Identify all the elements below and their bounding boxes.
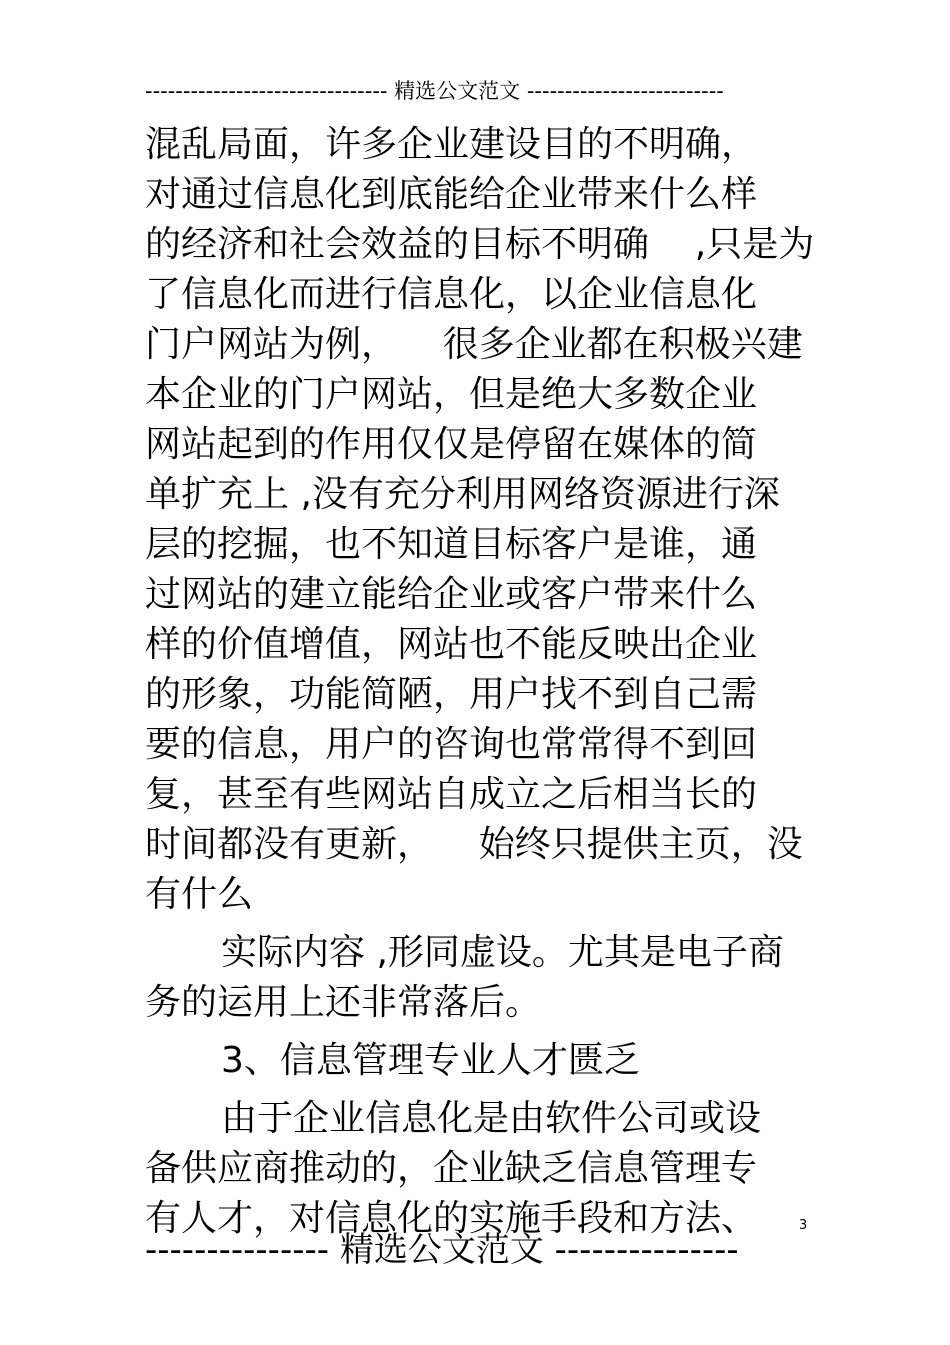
- text-line: 网站起到的作用仅仅是停留在媒体的简: [145, 424, 758, 465]
- document-body: [145, 120, 835, 1244]
- paragraph-start-line: 实际内容 ,形同虚设。尤其是电子商: [221, 932, 784, 973]
- page-footer: --------------- 精选公文范文 ---------------: [145, 1230, 739, 1270]
- text-line: 务的运用上还非常落后。: [145, 982, 542, 1023]
- text-line: 的经济和社会效益的目标不明确 ,只是为: [145, 224, 815, 265]
- text-line: 过网站的建立能给企业或客户带来什么: [145, 574, 758, 615]
- section-heading: 3、信息管理专业人才匮乏: [221, 1040, 640, 1081]
- text-line: 备供应商推动的，企业缺乏信息管理专: [145, 1148, 758, 1189]
- text-line: 时间都没有更新， 始终只提供主页，没: [145, 824, 803, 865]
- text-line: 本企业的门户网站，但是绝大多数企业: [145, 374, 758, 415]
- text-line: 有人才，对信息化的实施手段和方法、: [145, 1198, 758, 1239]
- text-line: 的形象，功能简陋，用户找不到自己需: [145, 674, 758, 715]
- text-line: 复，甚至有些网站自成立之后相当长的: [145, 774, 758, 815]
- text-line: 有什么: [145, 874, 254, 915]
- text-line: 要的信息，用户的咨询也常常得不到回: [145, 724, 758, 765]
- page-header: -------------------------------- 精选公文范文 --------------------------: [145, 79, 724, 103]
- paragraph-start-line: 由于企业信息化是由软件公司或设: [221, 1098, 762, 1139]
- text-line: 单扩充上 ,没有充分利用网络资源进行深: [145, 474, 780, 515]
- text-line: 门户网站为例， 很多企业都在积极兴建: [145, 324, 803, 365]
- text-line: 混乱局面，许多企业建设目的不明确，: [145, 124, 758, 165]
- page-number: 3: [799, 1218, 808, 1233]
- text-line: 样的价值增值，网站也不能反映出企业: [145, 624, 758, 665]
- text-line: 层的挖掘，也不知道目标客户是谁，通: [145, 524, 758, 565]
- text-line: 了信息化而进行信息化，以企业信息化: [145, 274, 758, 315]
- text-line: 对通过信息化到底能给企业带来什么样: [145, 174, 758, 215]
